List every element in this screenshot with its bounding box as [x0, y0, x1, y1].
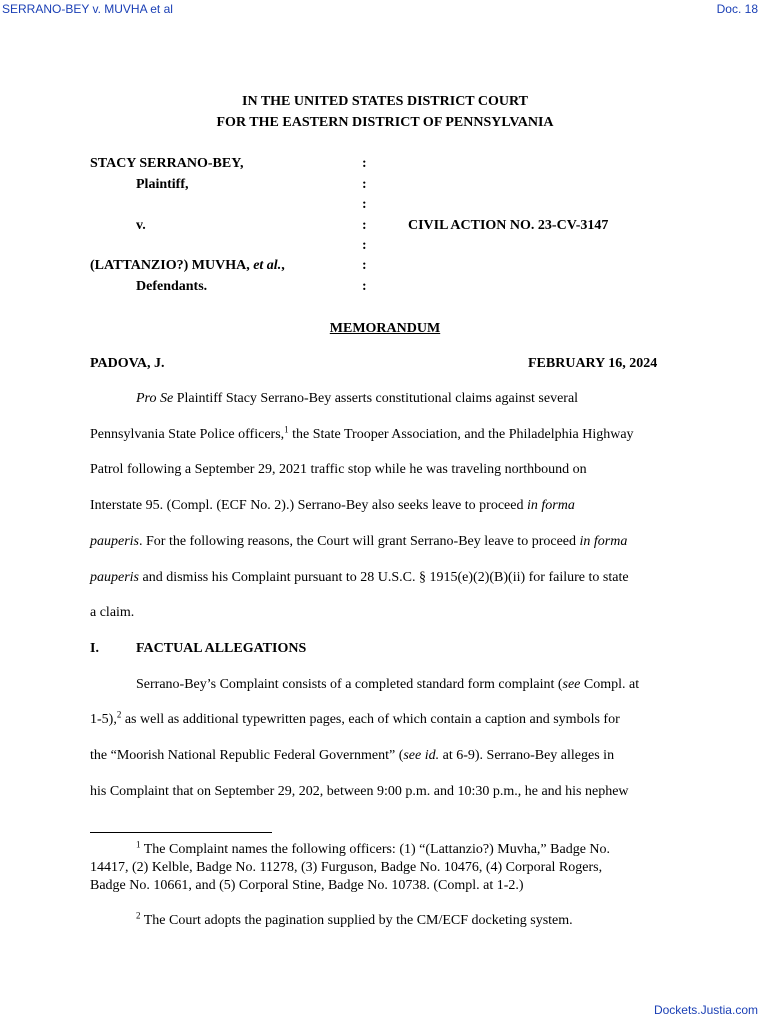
caption-colon: :	[362, 238, 367, 253]
versus: v.	[136, 218, 146, 233]
memorandum-title: MEMORANDUM	[329, 321, 441, 336]
footnote-1-number: 1	[136, 839, 141, 850]
paragraph-line	[90, 534, 627, 550]
latin-term: in forma	[527, 498, 575, 513]
paragraph-text: the State Trooper Association, and the Philadelphia Highway	[288, 427, 634, 442]
plaintiff-role: Plaintiff,	[136, 177, 189, 192]
footnote-1-line: Badge No. 10661, and (5) Corporal Stine, Badge No. 10738. (Compl. at 1-2.)	[90, 878, 524, 893]
paragraph-line: Patrol following a September 29, 2021 traffic stop while he was traveling northbound on	[90, 462, 587, 477]
latin-term: pauperis	[90, 570, 139, 585]
latin-term: in forma	[579, 534, 628, 549]
paragraph-text: . For the following reasons, the Court will grant Serrano-Bey leave to proceed	[139, 534, 580, 549]
caption-colon: :	[362, 279, 367, 294]
defendant-comma: ,	[281, 258, 285, 273]
paragraph-text: 1-5),	[90, 712, 117, 727]
paragraph-text: Compl. at	[580, 677, 640, 692]
plaintiff-name: STACY SERRANO-BEY,	[90, 156, 244, 171]
defendant-name-text: (LATTANZIO?) MUVHA,	[90, 258, 250, 273]
paragraph-line	[90, 424, 634, 443]
footnote-ref-1[interactable]: 1	[284, 424, 289, 435]
memo-date: FEBRUARY 16, 2024	[528, 356, 658, 371]
footnote-1-line: 14417, (2) Kelble, Badge No. 11278, (3) Furguson, Badge No. 10476, (4) Corporal Rogers,	[90, 860, 603, 875]
section-number: I.	[90, 641, 99, 656]
paragraph-text: Interstate 95. (Compl. (ECF No. 2).) Serrano-Bey also seeks leave to proceed	[90, 498, 527, 513]
paragraph-line	[90, 748, 614, 764]
paragraph-text: Serrano-Bey’s Complaint consists of a completed standard form complaint (	[136, 677, 563, 692]
footnote-text: The Court adopts the pagination supplied by the CM/ECF docketing system.	[140, 913, 573, 928]
footnote-divider	[90, 832, 272, 833]
document-number-link[interactable]: Doc. 18	[716, 2, 758, 16]
paragraph-line: his Complaint that on September 29, 202, between 9:00 p.m. and 10:30 p.m., he and his nephew	[90, 784, 629, 799]
paragraph-line: a claim.	[90, 605, 135, 620]
paragraph-text: at 6-9). Serrano-Bey alleges in	[439, 748, 615, 763]
paragraph-line	[90, 570, 629, 586]
paragraph-line	[90, 498, 575, 514]
caption-colon: :	[362, 197, 367, 212]
paragraph-text: and dismiss his Complaint pursuant to 28 U.S.C. § 1915(e)(2)(B)(ii) for failure to state	[139, 570, 629, 585]
defendant-role: Defendants.	[136, 279, 208, 294]
citation-signal: see id.	[403, 748, 440, 763]
court-name-line1: IN THE UNITED STATES DISTRICT COURT	[242, 94, 528, 109]
footnote-text: The Complaint names the following officers: (1) “(Lattanzio?) Muvha,” Badge No.	[140, 842, 611, 857]
section-title: FACTUAL ALLEGATIONS	[136, 641, 307, 656]
paragraph-text: Plaintiff Stacy Serrano-Bey asserts constitutional claims against several	[173, 391, 579, 406]
footnote-2-number: 2	[136, 910, 141, 921]
paragraph-text: the “Moorish National Republic Federal Government” (	[90, 748, 404, 763]
pro-se-term: Pro Se	[136, 391, 174, 406]
citation-signal: see	[562, 677, 581, 692]
footnote-ref-2[interactable]: 2	[116, 709, 122, 720]
paragraph-line	[136, 677, 639, 693]
paragraph-line	[90, 709, 620, 728]
footnote-1-line	[136, 839, 611, 858]
justia-source-link[interactable]: Dockets.Justia.com	[653, 1003, 758, 1017]
defendant-et-al: et al.	[253, 258, 282, 273]
caption-colon: :	[362, 258, 367, 273]
paragraph-text: as well as additional typewritten pages, each of which contain a caption and symbols for	[121, 712, 620, 727]
paragraph-text: Pennsylvania State Police officers,	[90, 427, 285, 442]
judge-name: PADOVA, J.	[90, 356, 165, 371]
footnote-2-line	[136, 910, 573, 929]
defendant-name	[90, 258, 285, 274]
civil-action-number: CIVIL ACTION NO. 23-CV-3147	[408, 218, 609, 233]
latin-term: pauperis	[90, 534, 139, 549]
paragraph-line	[136, 391, 578, 407]
case-title-link[interactable]: SERRANO-BEY v. MUVHA et al	[2, 2, 173, 16]
caption-colon: :	[362, 218, 367, 233]
caption-colon: :	[362, 177, 367, 192]
court-name-line2: FOR THE EASTERN DISTRICT OF PENNSYLVANIA	[216, 115, 554, 130]
caption-colon: :	[362, 156, 367, 171]
